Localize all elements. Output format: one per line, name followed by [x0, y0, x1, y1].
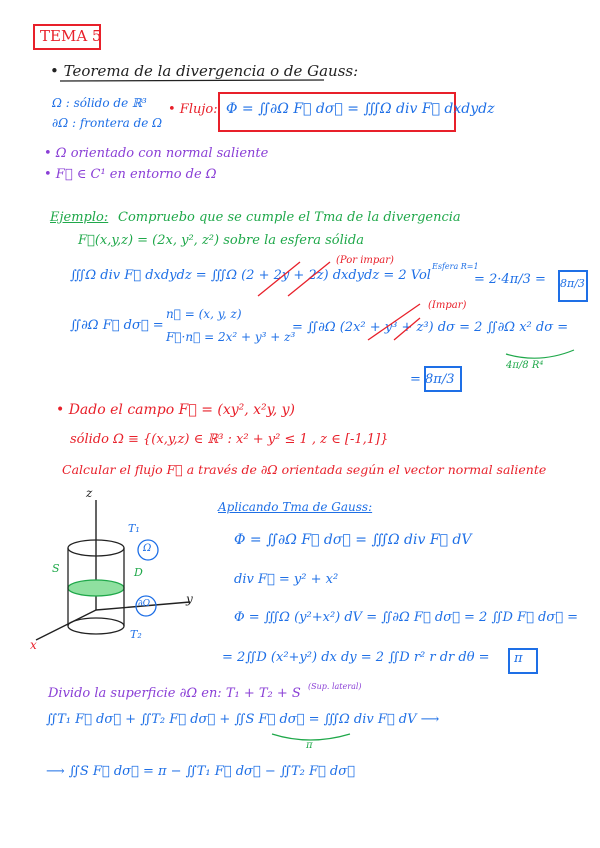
eq1-mid: = 2·4π/3 = [474, 272, 546, 287]
eq2-rhs: = ∬∂Ω (2x² + y³ + z³) dσ = 2 ∬∂Ω x² dσ = [292, 320, 569, 335]
ex2-field: • Dado el campo F⃗ = (xy², x²y, y) [56, 402, 295, 418]
flux-formula: Φ = ∬∂Ω F⃗ dσ⃗ = ∭Ω div F⃗ dxdydz [226, 101, 495, 117]
eq2-result: = 8π/3 [410, 372, 455, 387]
gauss-eq4: = 2∬D (x²+y²) dx dy = 2 ∬D r² r dr dθ = [222, 650, 490, 665]
example-text: Compruebo que se cumple el Tma de la divergencia [118, 210, 461, 225]
t1-label: T₁ [128, 522, 140, 535]
eq1-sphere: Esfera R=1 [432, 262, 479, 271]
example-label: Ejemplo: [50, 210, 109, 225]
eq2-dot-product: F⃗·n⃗ = 2x² + y³ + z³ [166, 330, 296, 344]
def-boundary: ∂Ω : frontera de Ω [52, 116, 163, 130]
eq1-result: 8π/3 [560, 277, 585, 290]
domega-label: ∂Ω [138, 599, 151, 609]
final-equation: ⟶ ∬S F⃗ dσ⃗ = π − ∬T₁ F⃗ dσ⃗ − ∬T₂ F⃗ dσ⃗ [46, 764, 355, 779]
gauss-eq1: Φ = ∬∂Ω F⃗ dσ⃗ = ∭Ω div F⃗ dV [234, 532, 472, 548]
x-label: x [30, 638, 37, 652]
t2-label: T₂ [130, 628, 142, 641]
sum-equation: ∬T₁ F⃗ dσ⃗ + ∬T₂ F⃗ dσ⃗ + ∬S F⃗ dσ⃗ = ∭Ω div F⃗ dV ⟶ [46, 712, 440, 727]
condition-smoothness: • F⃗ ∈ C¹ en entorno de Ω [44, 167, 217, 182]
gauss-eq2: div F⃗ = y² + x² [234, 572, 339, 587]
d-label: D [134, 566, 143, 579]
condition-orientation: • Ω orientado con normal saliente [44, 146, 269, 161]
eq1-note: (Por impar) [336, 255, 394, 266]
theorem-heading: • Teorema de la divergencia o de Gauss: [50, 62, 359, 80]
z-label: z [86, 486, 93, 500]
eq2-lhs: ∬∂Ω F⃗ dσ⃗ = [70, 318, 164, 333]
gauss-result: π [514, 651, 523, 666]
s-label: S [52, 562, 60, 575]
omega-label: Ω [143, 543, 152, 554]
eq2-note: (Impar) [428, 300, 467, 311]
ex2-solid: sólido Ω ≡ {(x,y,z) ∈ ℝ³ : x² + y² ≤ 1 , z ∈ [-1,1]} [70, 432, 389, 447]
sum-under: π [306, 740, 313, 751]
def-omega: Ω : sólido de ℝ³ [52, 96, 147, 110]
eq2-under: 4π/8 R⁴ [506, 360, 544, 371]
split-text: Divido la superficie ∂Ω en: T₁ + T₂ + S [48, 686, 301, 701]
flux-label: • Flujo: [168, 102, 218, 117]
gauss-eq3: Φ = ∭Ω (y²+x²) dV = ∬∂Ω F⃗ dσ⃗ = 2 ∬D F⃗ dσ⃗ = [234, 610, 579, 625]
page-title: TEMA 5 [40, 27, 102, 45]
gauss-heading: Aplicando Tma de Gauss: [218, 500, 373, 514]
split-note: (Sup. lateral) [308, 682, 362, 691]
eq1-lhs: ∭Ω div F⃗ dxdydz = ∭Ω (2 + 2y + 2z) dxdydz = 2 Vol [70, 268, 431, 283]
example-field: F⃗(x,y,z) = (2x, y², z²) sobre la esfera sólida [78, 233, 364, 248]
y-label: y [186, 592, 193, 606]
ex2-task: Calcular el flujo F⃗ a través de ∂Ω orientada según el vector normal saliente [62, 462, 547, 477]
eq2-normal: n⃗ = (x, y, z) [166, 307, 242, 321]
